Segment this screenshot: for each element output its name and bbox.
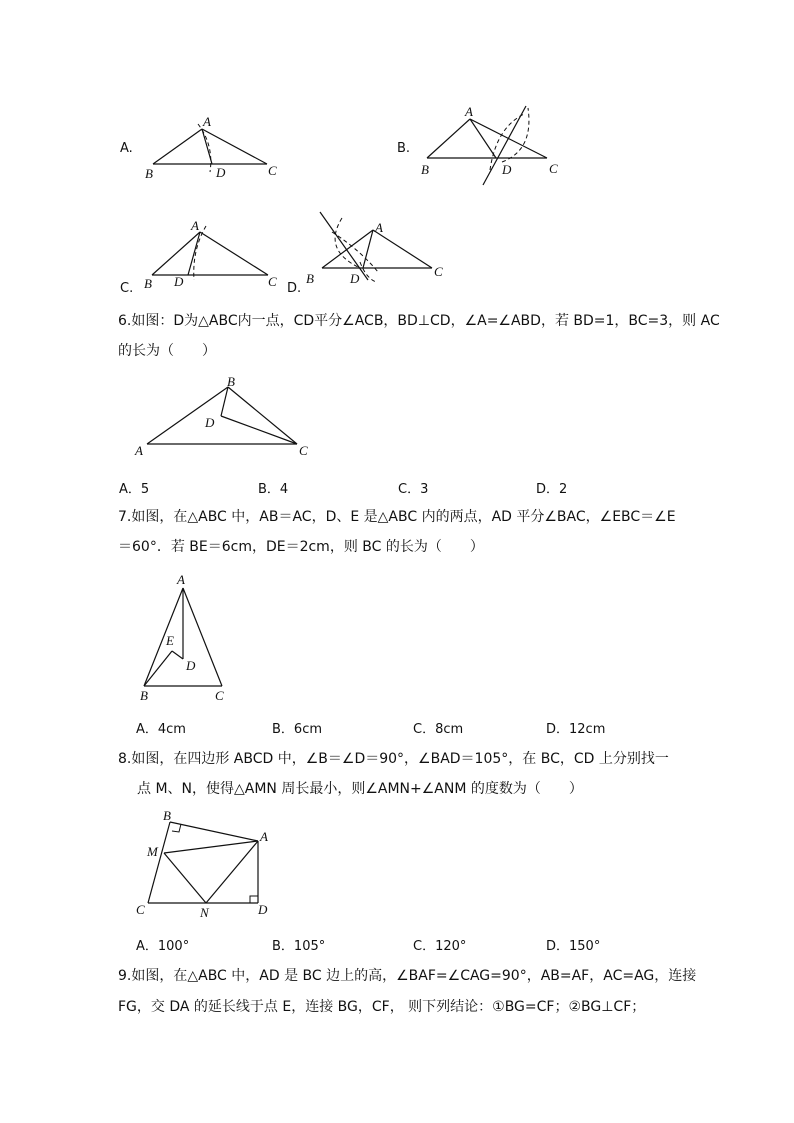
q7-label-e: E: [166, 633, 174, 648]
q7-option-d[interactable]: D．12cm: [546, 722, 606, 737]
q8-option-a[interactable]: A．100°: [136, 939, 190, 954]
q9-stem-line2: FG，交 DA 的延长线于点 E，连接 BG，CF， 则下列结论：①BG=CF；②BG⊥CF；: [118, 999, 646, 1015]
q7-label-b: B: [140, 688, 148, 703]
q8-option-b[interactable]: B．105°: [272, 939, 326, 954]
q6-option-c[interactable]: C．3: [398, 482, 429, 497]
q6-label-c: C: [299, 443, 308, 458]
q8-label-d: D: [258, 902, 268, 917]
q7-stem-line1: 7.如图，在△ABC 中，AB＝AC，D、E 是△ABC 内的两点，AD 平分∠BAC，∠EBC＝∠E: [118, 509, 676, 525]
q5-option-c-label: C.: [120, 281, 134, 296]
q9-stem-line1: 9.如图，在△ABC 中，AD 是 BC 边上的高，∠BAF=∠CAG=90°，AB=AF，AC=AG，连接: [118, 968, 697, 984]
q8-label-n: N: [200, 905, 209, 920]
q5c-label-c: C: [268, 274, 277, 289]
q5d-label-c: C: [434, 264, 443, 279]
q8-stem-line1: 8.如图，在四边形 ABCD 中，∠B＝∠D＝90°，∠BAD＝105°，在 BC，CD 上分别找一: [118, 751, 669, 767]
q5c-label-d: D: [174, 274, 184, 289]
q6-option-a[interactable]: A．5: [119, 482, 150, 497]
q6-stem-line1: 6.如图：D为△ABC内一点，CD平分∠ACB，BD⊥CD，∠A=∠ABD，若 BD=1，BC=3，则 AC: [118, 313, 720, 329]
q5d-label-a: A: [375, 220, 383, 235]
q5b-label-d: D: [502, 162, 512, 177]
q6-option-d[interactable]: D．2: [536, 482, 568, 497]
q7-label-a: A: [177, 572, 185, 587]
q8-label-a: A: [260, 829, 268, 844]
q6-stem-line2: 的长为（ ）: [118, 343, 216, 359]
q6-label-d: D: [205, 415, 215, 430]
q7-stem-line2: ＝60°．若 BE＝6cm，DE＝2cm，则 BC 的长为（ ）: [118, 539, 484, 555]
q8-label-c: C: [136, 902, 145, 917]
q8-option-c[interactable]: C．120°: [413, 939, 467, 954]
q7-label-d: D: [186, 658, 196, 673]
q5-option-a-label: A.: [120, 141, 133, 156]
q7-option-a[interactable]: A．4cm: [136, 722, 186, 737]
q7-label-c: C: [215, 688, 224, 703]
q5-option-b-label: B.: [397, 141, 411, 156]
q5b-label-b: B: [421, 162, 429, 177]
q6-option-b[interactable]: B．4: [258, 482, 289, 497]
q5a-label-c: C: [268, 163, 277, 178]
q7-option-b[interactable]: B．6cm: [272, 722, 323, 737]
q5c-label-a: A: [191, 218, 199, 233]
q8-option-d[interactable]: D．150°: [546, 939, 601, 954]
q5a-label-b: B: [145, 166, 153, 181]
q5d-label-d: D: [350, 271, 360, 286]
q8-label-b: B: [163, 808, 171, 823]
q5a-label-a: A: [203, 114, 211, 129]
q5c-label-b: B: [144, 276, 152, 291]
q8-stem-line2: 点 M、N，使得△AMN 周长最小，则∠AMN+∠ANM 的度数为（ ）: [137, 781, 583, 797]
q6-label-b: B: [227, 374, 235, 389]
q6-label-a: A: [135, 443, 143, 458]
q7-option-c[interactable]: C．8cm: [413, 722, 464, 737]
q5-option-d-label: D.: [287, 281, 302, 296]
q5b-label-a: A: [465, 104, 473, 119]
q5b-label-c: C: [549, 161, 558, 176]
q8-label-m: M: [147, 844, 158, 859]
q5d-label-b: B: [306, 271, 314, 286]
q5a-label-d: D: [216, 165, 226, 180]
